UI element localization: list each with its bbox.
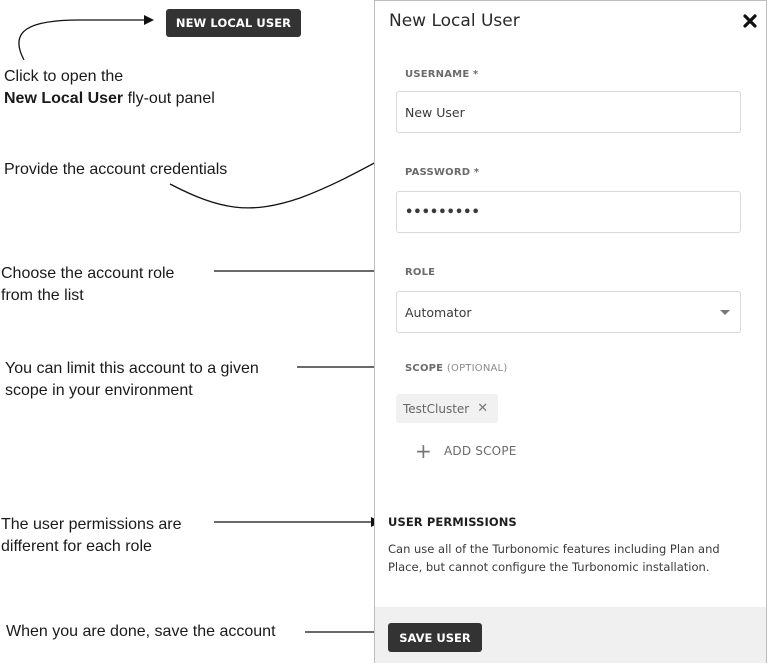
scope-optional-text: (OPTIONAL) (446, 363, 508, 374)
user-permissions-heading: USER PERMISSIONS (388, 515, 517, 529)
annotation-scope-line1: You can limit this account to a given (5, 360, 259, 377)
username-label: USERNAME * (405, 69, 479, 80)
new-local-user-button[interactable] (166, 9, 301, 37)
role-selected-value: Automator (405, 304, 472, 320)
password-label: PASSWORD * (405, 167, 480, 178)
chevron-down-icon (720, 310, 730, 315)
scope-chip (396, 394, 498, 423)
username-value: New User (405, 104, 465, 120)
annotation-bold-text: New Local User (4, 90, 124, 107)
scope-label-text: SCOPE (405, 363, 444, 374)
user-permissions-description: Can use all of the Turbonomic features including Plan and Place, but cannot configure the Turbonomic installation. (388, 542, 720, 574)
role-label: ROLE (405, 267, 436, 278)
new-local-user-panel (374, 0, 767, 663)
save-user-button[interactable] (388, 623, 482, 652)
annotation-scope (5, 358, 259, 402)
add-scope-label: ADD SCOPE (443, 444, 517, 458)
add-scope-button[interactable] (415, 439, 517, 463)
annotation-open-panel (4, 66, 215, 110)
annotation-open-panel-line2 (4, 88, 215, 110)
annotation-scope-line2: scope in your environment (5, 382, 193, 399)
password-input[interactable] (396, 191, 741, 233)
annotation-role-line1: Choose the account role (1, 265, 175, 282)
annotation-permissions-line2: different for each role (1, 538, 152, 555)
save-user-label: SAVE USER (399, 630, 471, 645)
annotation-role (1, 263, 174, 307)
new-local-user-label: NEW LOCAL USER (175, 16, 292, 30)
annotation-rest-text: fly-out panel (123, 90, 215, 107)
annotation-permissions-line1: The user permissions are (1, 516, 182, 533)
annotation-permissions (1, 514, 182, 558)
scope-chip-label: TestCluster (403, 401, 470, 416)
close-icon (742, 13, 758, 29)
remove-scope-icon[interactable]: ✕ (477, 401, 489, 416)
username-input[interactable] (396, 91, 741, 133)
annotation-save: When you are done, save the account (6, 623, 276, 640)
plus-icon: + (415, 439, 432, 463)
panel-footer (375, 607, 766, 663)
panel-title: New Local User (389, 11, 520, 31)
role-select[interactable] (396, 291, 741, 333)
annotation-open-panel-line1: Click to open the (4, 68, 124, 85)
password-value: ••••••••• (405, 204, 480, 220)
scope-label (405, 363, 507, 374)
close-button[interactable] (742, 13, 758, 29)
annotation-role-line2: from the list (1, 287, 84, 304)
annotation-credentials: Provide the account credentials (4, 161, 228, 178)
